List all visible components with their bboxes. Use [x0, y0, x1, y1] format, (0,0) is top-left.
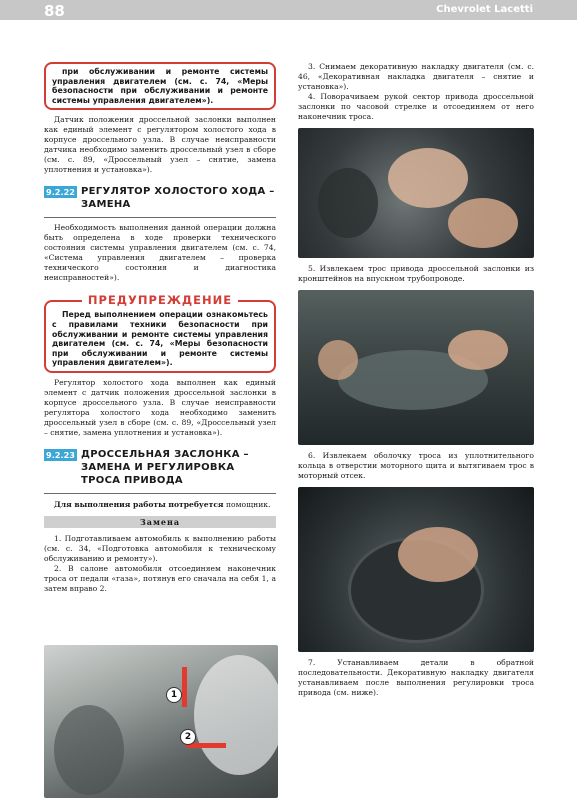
warning-box	[44, 300, 276, 373]
running-title: Chevrolet Lacetti	[436, 4, 533, 15]
warning-heading	[44, 289, 276, 308]
subsection-band: Замена	[44, 516, 276, 528]
left-column	[44, 62, 276, 594]
step-7: 7. Устанавливаем детали в обратной последовательности. Декоративную накладку двигателя устанавливаем после выполнения регулировки троса привода (см. ниже).	[298, 658, 534, 697]
step-5: 5. Извлекаем трос привода дроссельной заслонки из кронштейнов на впускном трубопроводе.	[298, 264, 534, 283]
tools-needed-bold: Для выполнения работы потребуется	[54, 499, 224, 509]
warning-title: ПРЕДУПРЕЖДЕНИЕ	[82, 293, 238, 307]
warning-box-continued	[44, 62, 276, 110]
section-number: 9.2.22	[46, 187, 76, 198]
step-1: 1. Подготавливаем автомобиль к выполнению работы (см. с. 34, «Подготовка автомобиля к техническому обслуживанию и ремонту»).	[44, 533, 276, 563]
step-3: 3. Снимаем декоративную накладку двигателя (см. с. 46, «Декоративная накладка двигателя – снятие и установка»).	[298, 62, 534, 91]
section-title: РЕГУЛЯТОР ХОЛОСТОГО ХОДА – ЗАМЕНА	[81, 186, 275, 211]
step-2: 2. В салоне автомобиля отсоединяем наконечник троса от педали «газа», потянув его сначала на себя 1, а затем вправо 2.	[44, 563, 276, 593]
section-heading-9-2-23	[44, 448, 276, 487]
paragraph-necessity: Необходимость выполнения данной операции должна быть определена в ходе проверки технического состояния системы управления двигателем (см. с. 74, «Система управления двигателем – проверка технического состояния и диагностика неисправностей»).	[44, 223, 276, 283]
step-4: 4. Поворачиваем рукой сектор привода дроссельной заслонки по часовой стрелке и отсоединяем от него наконечник троса.	[298, 92, 534, 121]
section-title: ДРОССЕЛЬНАЯ ЗАСЛОНКА – ЗАМЕНА И РЕГУЛИРОВКА ТРОСА ПРИВОДА	[81, 448, 249, 486]
paragraph-sensor: Датчик положения дроссельной заслонки выполнен как единый элемент с регулятором холостого хода в корпусе дроссельного узла. В случае неисправности датчика необходимо заменить дроссельный узел в сборе (см. с. 89, «Дроссельный узел – снятие, замена уплотнения и установка»).	[44, 115, 276, 175]
divider	[44, 217, 276, 218]
warning-text: Перед выполнением операции ознакомьтесь с правилами техники безопасности при обслуживании и ремонте системы управления двигателем (см. с. 74, «Меры безопасности при обслуживании и ремонте системы управления двигателем»).	[52, 310, 268, 368]
page-header	[0, 0, 577, 20]
callout-1: 1	[166, 687, 182, 703]
page-number: 88	[44, 2, 65, 20]
section-number: 9.2.23	[46, 449, 76, 460]
photo-throttle-sector	[298, 128, 534, 258]
tools-needed	[44, 500, 276, 510]
paragraph-regulator: Регулятор холостого хода выполнен как единый элемент с датчик положения дроссельной заслонки в корпусе дроссельного узла. В случае неисправности регулятора холостого хода необходимо заменить дроссельный узел в сборе (см. с. 89, «Дроссельный узел – снятие, замена уплотнения и установка»).	[44, 377, 276, 437]
callout-2: 2	[180, 729, 196, 745]
arrow-up	[182, 667, 187, 707]
right-column	[298, 62, 534, 698]
tools-needed-rest: помощник.	[223, 499, 271, 509]
photo-firewall	[298, 487, 534, 652]
warning-text-continued: при обслуживании и ремонте системы управления двигателем (см. с. 74, «Меры безопасности при обслуживании и ремонте системы управления двигателем»).	[52, 67, 268, 105]
photo-intake-manifold	[298, 290, 534, 445]
step-6: 6. Извлекаем оболочку троса из уплотнительного кольца в отверстии моторного щита и вытягиваем трос в моторный отсек.	[298, 451, 534, 480]
photo-pedal	[44, 645, 278, 798]
section-heading-9-2-22	[44, 185, 276, 211]
divider	[44, 493, 276, 494]
